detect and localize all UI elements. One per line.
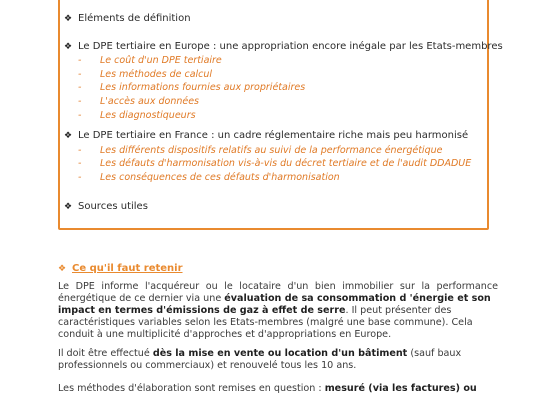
emphasis-text: impact en termes d'émissions de gaz à effet de serre <box>58 305 346 316</box>
emphasis-text: mesuré (via les factures) ou <box>324 383 477 394</box>
dash-bullet: - <box>78 69 82 80</box>
toc-subitem[interactable]: - Les méthodes de calcul <box>78 69 213 80</box>
toc-section-label: Sources utiles <box>78 201 148 212</box>
dash-bullet: - <box>78 82 82 93</box>
emphasis-text: évaluation de sa consommation d 'énergie et son <box>224 293 491 304</box>
toc-section-label: Le DPE tertiaire en France : un cadre réglementaire riche mais peu harmonisé <box>78 130 469 141</box>
diamond-bullet-icon: ❖ <box>64 131 73 141</box>
dash-bullet: - <box>78 55 82 66</box>
toc-subitem[interactable]: - Le coût d'un DPE tertiaire <box>78 55 222 66</box>
toc-section-label: Eléments de définition <box>78 13 191 24</box>
toc-section[interactable] <box>64 13 191 24</box>
emphasis-text: dès la mise en vente ou location d'un bâtiment <box>152 348 408 359</box>
diamond-bullet-icon: ❖ <box>64 202 73 212</box>
dash-bullet: - <box>78 172 82 183</box>
diamond-bullet-icon: ❖ <box>64 14 73 24</box>
toc-subitem[interactable]: - Les informations fournies aux propriétaires <box>78 82 306 93</box>
toc-section-label: Le DPE tertiaire en Europe : une appropriation encore inégale par les Etats-membres <box>78 41 503 52</box>
toc-subitem[interactable]: - Les différents dispositifs relatifs au suivi de la performance énergétique <box>78 145 443 156</box>
paragraph-definition: Le DPE informe l'acquéreur ou le locataire d'un bien immobilier sur la performance énergétique de ce dernier via une évaluation de sa consommation d 'énergie et son impact en termes d'émissions de gaz à effet de serre. Il peut présenter des caractéristiques variables selon les Etats-membres (malgré une base commune). Cela conduit à une multiplicité d'approches et d'appropriations en Europe. <box>58 281 498 340</box>
diamond-bullet-icon: ❖ <box>64 42 73 52</box>
key-points-heading <box>58 263 183 274</box>
toc-section[interactable] <box>64 201 148 212</box>
dash-bullet: - <box>78 158 82 169</box>
key-points-title: Ce qu'il faut retenir <box>72 263 183 274</box>
diamond-bullet-icon: ❖ <box>58 264 67 274</box>
paragraph-obligation: Il doit être effectué dès la mise en vente ou location d'un bâtiment (sauf baux professionnels ou commerciaux) et renouvelé tous les 10 ans. <box>58 348 462 371</box>
toc-subitem[interactable]: - Les conséquences de ces défauts d'harmonisation <box>78 172 340 183</box>
toc-section[interactable] <box>64 41 503 52</box>
toc-subitem[interactable]: - Les défauts d'harmonisation vis-à-vis du décret tertiaire et de l'audit DDADUE <box>78 158 472 169</box>
toc-section[interactable] <box>64 130 468 141</box>
dash-bullet: - <box>78 96 82 107</box>
toc-subitem[interactable]: - L'accès aux données <box>78 96 199 107</box>
dash-bullet: - <box>78 145 82 156</box>
dash-bullet: - <box>78 110 82 121</box>
paragraph-methods: Les méthodes d'élaboration sont remises en question : mesuré (via les factures) ou <box>58 383 477 394</box>
toc-subitem[interactable]: - Les diagnostiqueurs <box>78 110 196 121</box>
